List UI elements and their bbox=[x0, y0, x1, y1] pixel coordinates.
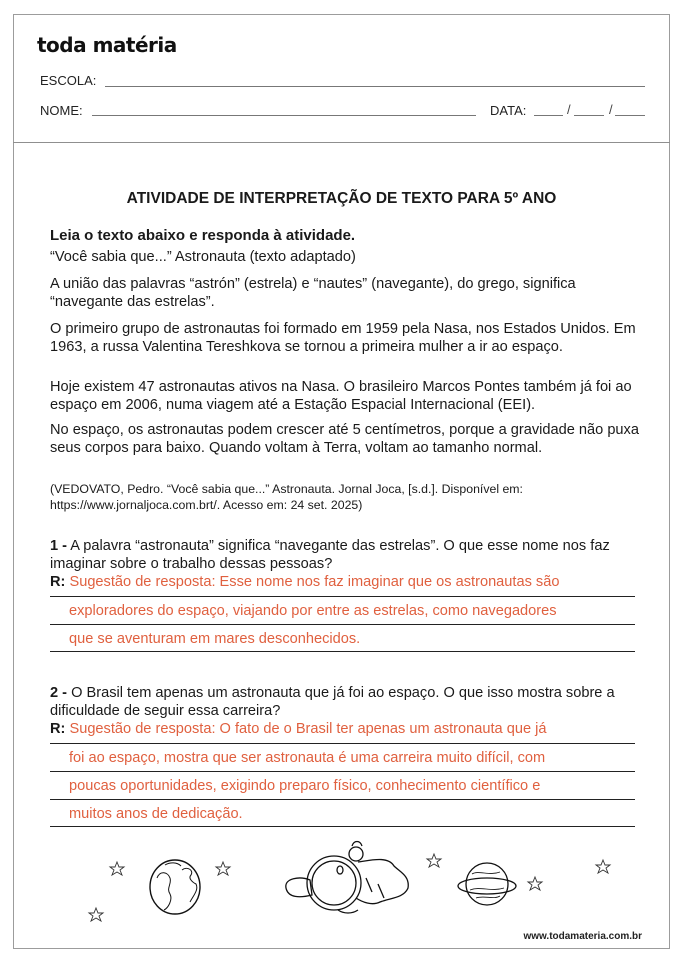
answer-rule bbox=[50, 743, 635, 744]
footer-url[interactable]: www.todamateria.com.br bbox=[523, 931, 642, 942]
space-illustrations bbox=[0, 840, 685, 935]
answer-label: R: bbox=[50, 721, 66, 737]
star-icon bbox=[110, 862, 124, 875]
text-paragraph: Hoje existem 47 astronautas ativos na Nasa. O brasileiro Marcos Pontes também já foi ao espaço em 2006, numa viagem até a Estação Espacial Internacional (EEI). bbox=[50, 379, 632, 413]
page-title: ATIVIDADE DE INTERPRETAÇÃO DE TEXTO PARA 5º ANO bbox=[126, 190, 557, 207]
text-paragraph: A união das palavras “astrón” (estrela) e “nautes” (navegante), do grego, significa “navegante das estrelas”. bbox=[50, 276, 576, 310]
star-icon bbox=[89, 908, 103, 921]
name-label: NOME: bbox=[40, 103, 83, 118]
question-text: O Brasil tem apenas um astronauta que já foi ao espaço. O que isso mostra sobre a dificuldade de seguir essa carreira? bbox=[50, 685, 615, 719]
text-heading: “Você sabia que...” Astronauta (texto adaptado) bbox=[50, 249, 356, 265]
answer-text: que se aventuram em mares desconhecidos. bbox=[69, 631, 361, 647]
answer-text: poucas oportunidades, exigindo preparo físico, conhecimento científico e bbox=[69, 778, 541, 794]
answer-rule bbox=[50, 624, 635, 625]
question-1 bbox=[50, 537, 640, 573]
text-paragraph: O primeiro grupo de astronautas foi formado em 1959 pela Nasa, nos Estados Unidos. Em 1963, a russa Valentina Tereshkova se tornou a primeira mulher a ir ao espaço. bbox=[50, 321, 636, 355]
logo: toda matéria bbox=[37, 33, 177, 57]
answer-text: muitos anos de dedicação. bbox=[69, 806, 243, 822]
astronaut-icon bbox=[286, 842, 408, 914]
star-icon bbox=[427, 854, 441, 867]
question-text: A palavra “astronauta” significa “navegante das estrelas”. O que esse nome nos faz imaginar sobre o trabalho dessas pessoas? bbox=[50, 538, 610, 572]
header-divider bbox=[13, 142, 670, 143]
answer-rule bbox=[50, 826, 635, 827]
school-field[interactable] bbox=[105, 86, 645, 87]
question-number: 1 - bbox=[50, 538, 68, 554]
date-label: DATA: bbox=[490, 103, 527, 118]
school-label: ESCOLA: bbox=[40, 73, 97, 88]
date-year-field[interactable] bbox=[615, 115, 645, 116]
date-month-field[interactable] bbox=[574, 115, 604, 116]
answer-text: Sugestão de resposta: O fato de o Brasil ter apenas um astronauta que já bbox=[69, 721, 547, 737]
date-day-field[interactable] bbox=[534, 115, 563, 116]
answer-rule bbox=[50, 651, 635, 652]
earth-icon bbox=[150, 860, 200, 914]
date-separator: / bbox=[567, 102, 571, 117]
answer-text: foi ao espaço, mostra que ser astronauta é uma carreira muito difícil, com bbox=[69, 750, 546, 766]
answer-rule bbox=[50, 771, 635, 772]
name-field[interactable] bbox=[92, 115, 476, 116]
answer-rule bbox=[50, 799, 635, 800]
planet-icon bbox=[458, 863, 516, 905]
answer-text: exploradores do espaço, viajando por entre as estrelas, como navegadores bbox=[69, 603, 557, 619]
answer-line-1 bbox=[50, 721, 547, 737]
star-icon bbox=[528, 877, 542, 890]
star-icon bbox=[216, 862, 230, 875]
answer-text: Sugestão de resposta: Esse nome nos faz imaginar que os astronautas são bbox=[69, 574, 560, 590]
instruction: Leia o texto abaixo e responda à atividade. bbox=[50, 227, 356, 244]
text-reference: (VEDOVATO, Pedro. “Você sabia que...” Astronauta. Jornal Joca, [s.d.]. Disponível em: https://www.jornaljoca.com.brt/. Acesso em: 24 set. 2025) bbox=[50, 482, 523, 512]
question-2 bbox=[50, 684, 640, 720]
date-separator: / bbox=[609, 102, 613, 117]
answer-rule bbox=[50, 596, 635, 597]
answer-line-1 bbox=[50, 574, 559, 590]
question-number: 2 - bbox=[50, 685, 68, 701]
answer-label: R: bbox=[50, 574, 66, 590]
text-paragraph: No espaço, os astronautas podem crescer até 5 centímetros, porque a gravidade não puxa seus corpos para baixo. Quando voltam à Terra, voltam ao tamanho normal. bbox=[50, 422, 639, 456]
star-icon bbox=[596, 860, 610, 873]
